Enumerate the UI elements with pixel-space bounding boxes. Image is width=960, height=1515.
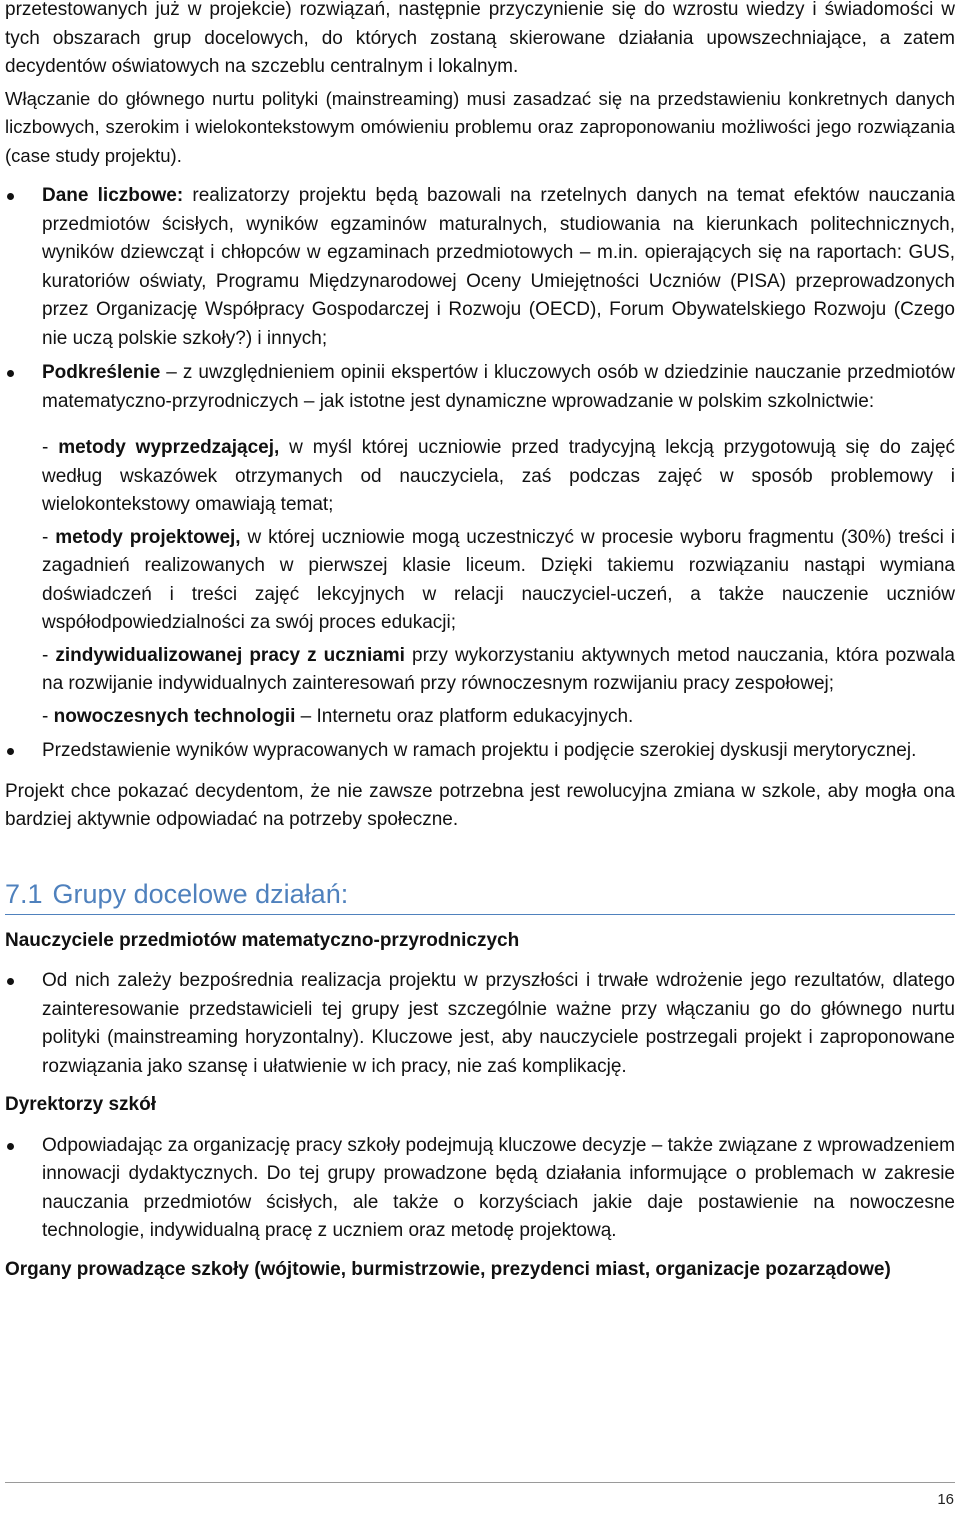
sub-item xyxy=(42,434,955,520)
bold-lead: metody projektowej, xyxy=(55,526,241,548)
section-heading xyxy=(5,877,955,915)
list-item-text: realizatorzy projektu będą bazowali na rzetelnych danych na temat efektów nauczania przedmiotów ścisłych, wyników egzaminów maturalnych, studiowania na kierunkach politechnicznych, wyników dziewcząt i chłopców w egzaminach przedmiotowych – m.in. opierających się na raportach: GUS, kuratoriów oświaty, Programu Międzynarodowej Oceny Umiejętności Uczniów (PISA) przeprowadzonych przez Organizację Współpracy Gospodarczej i Rozwoju (OECD), Forum Obywatelskiego Rozwoju (Czego nie uczą polskie szkoły?) i innych; xyxy=(42,185,955,349)
bold-lead: zindywidualizowanej pracy z uczniami xyxy=(55,644,405,666)
intro-paragraph-2: Włączanie do głównego nurtu polityki (mainstreaming) musi zasadzać się na przedstawieniu konkretnych danych liczbowych, szerokim i wielokontekstowym omówieniu problemu oraz zaproponowaniu możliwości jego rozwiązania (case study projektu). xyxy=(5,87,955,166)
list-item-text: Od nich zależy bezpośrednia realizacja projektu w przyszłości i trwałe wdrożenie jego rezultatów, dlatego zainteresowanie przedstawicieli tej grupy jest szczególnie ważne przy włączaniu go do głównego nurtu polityki (mainstreaming horyzontalny). Kluczowe jest, aby nauczyciele postrzegali projekt i zaproponowane rozwiązania jako szansę i ułatwienie w ich pracy, nie zaś komplikację. xyxy=(42,970,955,1077)
closing-paragraph: Projekt chce pokazać decydentom, że nie zawsze potrzebna jest rewolucyjna zmiana w szkole, aby mogła ona bardziej aktywnie odpowiadać na potrzeby społeczne. xyxy=(5,780,955,830)
bullet-icon xyxy=(7,1143,14,1150)
list-item xyxy=(5,359,955,416)
dash-marker: - xyxy=(42,705,54,727)
group-heading-teachers: Nauczyciele przedmiotów matematyczno-przyrodniczych xyxy=(5,929,520,951)
bold-lead: metody wyprzedzającej, xyxy=(58,437,280,458)
bullet-icon xyxy=(7,978,14,985)
sub-item-text: – Internetu oraz platform edukacyjnych. xyxy=(295,705,634,727)
sub-item xyxy=(42,524,955,638)
intro-paragraph-1: przetestowanych już w projekcie) rozwiązań, następnie przyczynienie się do wzrostu wiedzy i świadomości w tych obszarach grup docelowych, do których zostaną skierowane działania upowszechniające, a zatem decydentów oświatowych na szczeblu centralnym i lokalnym. xyxy=(5,0,955,77)
group-heading-authorities: Organy prowadzące szkoły (wójtowie, burmistrzowie, prezydenci miast, organizacje pozarządowe) xyxy=(5,1258,891,1280)
bullet-icon xyxy=(7,748,14,755)
bold-lead: nowoczesnych technologii xyxy=(53,705,296,727)
dash-marker: - xyxy=(42,644,56,666)
list-item xyxy=(5,967,955,1081)
group-directors-list xyxy=(5,1132,955,1246)
bullet-icon xyxy=(7,370,14,377)
bullet-icon xyxy=(7,193,14,200)
list-item-text: Odpowiadając za organizację pracy szkoły podejmują kluczowe decyzje – także związane z wprowadzeniem innowacji dydaktycznych. Do tej grupy prowadzone będą działania informujące o problemach w zakresie nauczania przedmiotów ścisłych, ale także o korzyściach jakie daje postawienie na nowoczesne technologie, indywidualną pracę z uczniem oraz metodę projektową. xyxy=(42,1134,955,1241)
list-item xyxy=(5,1132,955,1246)
dash-marker: - xyxy=(42,526,56,548)
group-teachers-list xyxy=(5,967,955,1081)
bold-lead: Podkreślenie xyxy=(42,362,161,383)
bullet-list-main-cont xyxy=(5,737,955,766)
list-item xyxy=(5,182,955,353)
sub-item-text: w myśl której uczniowie przed tradycyjną lekcją przygotowują się do zajęć według wskazówek otrzymanych od nauczyciela, zaś podczas zajęć w sposób problemowy i wielokontekstowy omawiają temat; xyxy=(42,437,956,515)
list-item-text: – z uwzględnieniem opinii ekspertów i kluczowych osób w dziedzinie nauczanie przedmiotów matematyczno-przyrodniczych – jak istotne jest dynamiczne wprowadzanie w polskim szkolnictwie: xyxy=(42,362,955,412)
sub-item xyxy=(42,642,955,699)
sub-item xyxy=(42,703,955,732)
section-title: Grupy docelowe działań: xyxy=(52,878,349,909)
dash-marker: - xyxy=(42,437,59,458)
page-number: 16 xyxy=(937,1491,954,1508)
section-number: 7.1 xyxy=(5,878,43,909)
sub-item-text: w której uczniowie mogą uczestniczyć w procesie wyboru fragmentu (30%) treści i zagadnień realizowanych w pierwszej klasie liceum. Dzięki takiemu rozwiązaniu nastąpi wymiana doświadczeń i treści zajęć lekcyjnych w relacji nauczyciel-uczeń, a także nauczenie uczniów współodpowiedzialności za swój proces edukacji; xyxy=(42,526,956,633)
footer-divider xyxy=(5,1482,955,1483)
group-heading-directors: Dyrektorzy szkół xyxy=(5,1094,157,1115)
bold-lead: Dane liczbowe: xyxy=(42,185,184,206)
list-item xyxy=(5,737,955,766)
list-item-text: Przedstawienie wyników wypracowanych w ramach projektu i podjęcie szerokiej dyskusji merytorycznej. xyxy=(42,740,917,761)
bullet-list-main xyxy=(5,182,955,416)
sub-item-text: przy wykorzystaniu aktywnych metod nauczania, która pozwala na rozwijanie indywidualnych zainteresowań przy równoczesnym rozwijaniu pracy zespołowej; xyxy=(42,644,955,694)
